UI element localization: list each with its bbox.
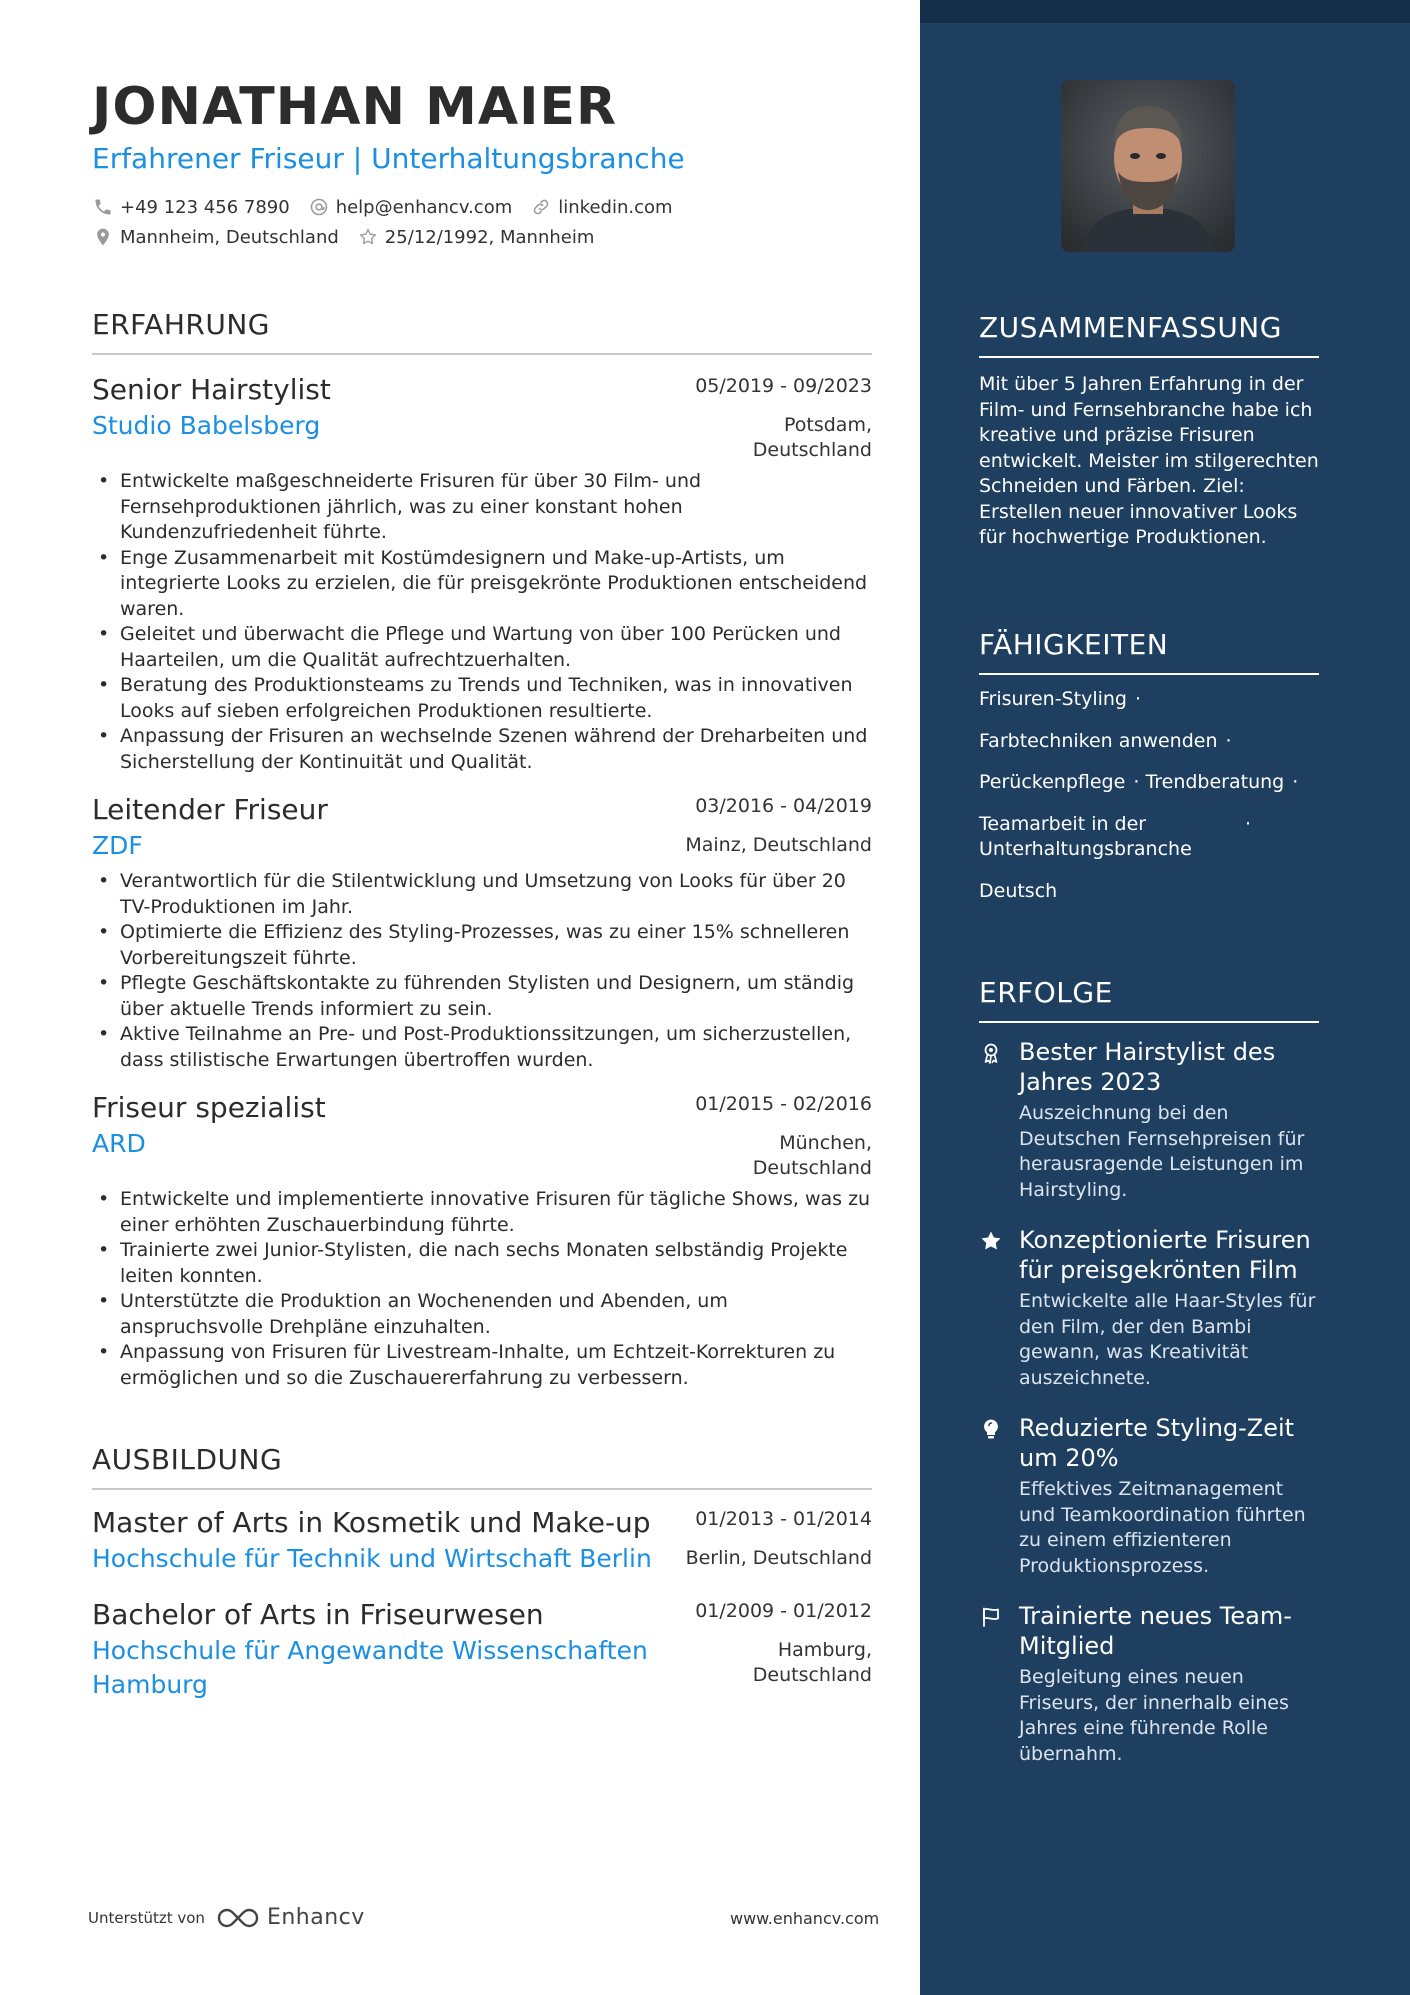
- achievement-desc: Begleitung eines neuen Friseurs, der innerhalb eines Jahres eine führende Rolle übernahm.: [1019, 1666, 1289, 1765]
- linkedin-text[interactable]: linkedin.com: [558, 196, 673, 218]
- list-item: • Unterstützte die Produktion an Wochenenden und Abenden, um anspruchsvolle Drehpläne einzuhalten.: [92, 1289, 872, 1340]
- job-company: ARD: [92, 1129, 146, 1158]
- skills-list: [979, 687, 1319, 904]
- job-entry: [92, 791, 872, 1073]
- achievements-section: [979, 976, 1319, 1789]
- summary-text: Mit über 5 Jahren Erfahrung in der Film- und Fernsehbranche habe ich kreative und präzise Frisuren entwickelt. Meister im stilgerechten Schneiden und Färben. Ziel: Erstellen neuer innovativer Looks für hochwertige Produktionen.: [979, 373, 1319, 548]
- job-location-line: Mainz, Deutschland: [685, 834, 872, 856]
- list-item: • Enge Zusammenarbeit mit Kostümdesignern und Make-up-Artists, um integrierte Looks zu erzielen, die für preisgekrönte Produktionen entscheidend waren.: [92, 546, 872, 623]
- education-location: [686, 1546, 872, 1571]
- job-location-line: Deutschland: [752, 1157, 872, 1179]
- education-section: [92, 1443, 872, 1702]
- job-entry: [92, 1089, 872, 1391]
- skill-separator: ·: [1245, 812, 1252, 835]
- star-outline-icon: [357, 226, 379, 248]
- location-text: Mannheim, Deutschland: [120, 226, 339, 248]
- job-location-line: Deutschland: [752, 439, 872, 461]
- list-item: • Verantwortlich für die Stilentwicklung und Umsetzung von Looks für über 20 TV-Produktionen im Jahr.: [92, 869, 872, 920]
- achievement-title: Konzeptionierte Frisuren für preisgekrönten Film: [1019, 1226, 1311, 1284]
- list-item: • Entwickelte maßgeschneiderte Frisuren für über 30 Film- und Fernsehproduktionen jährlich, was zu einer konstant hohen Kundenzufriedenheit führte.: [92, 469, 872, 546]
- education-date: 01/2013 - 01/2014: [695, 1508, 872, 1530]
- achievement-desc: Entwickelte alle Haar-Styles für den Film, der den Bambi gewann, was Kreativität auszeichnete.: [1019, 1290, 1316, 1389]
- email-text[interactable]: help@enhancv.com: [335, 196, 513, 218]
- achievement-item: [979, 1225, 1319, 1391]
- job-date: 01/2015 - 02/2016: [695, 1093, 872, 1115]
- footer-url[interactable]: www.enhancv.com: [730, 1909, 880, 1928]
- degree: Master of Arts in Kosmetik und Make-up: [92, 1506, 651, 1539]
- birth-contact: [357, 226, 595, 248]
- list-item: • Trainierte zwei Junior-Stylisten, die nach sechs Monaten selbständig Projekte leiten konnten.: [92, 1238, 872, 1289]
- phone-text: +49 123 456 7890: [120, 196, 290, 218]
- skill-item: Perückenpflege: [979, 771, 1126, 793]
- education-location: [753, 1638, 872, 1688]
- list-item: • Anpassung von Frisuren für Livestream-Inhalte, um Echtzeit-Korrekturen zu ermöglichen und so die Zuschauererfahrung zu verbessern.: [92, 1340, 872, 1391]
- job-location-line: Potsdam,: [783, 414, 872, 436]
- job-entry: [92, 371, 872, 775]
- contact-info: [92, 192, 872, 252]
- list-item: • Optimierte die Effizienz des Styling-Prozesses, was zu einer 15% schnelleren Vorbereitungszeit führte.: [92, 920, 872, 971]
- job-bullets: [92, 469, 872, 775]
- at-icon: [308, 196, 330, 218]
- education-date: 01/2009 - 01/2012: [695, 1600, 872, 1622]
- list-item: • Beratung des Produktionsteams zu Trends und Techniken, was in innovativen Looks auf sieben erfolgreichen Produktionen resultierte.: [92, 673, 872, 724]
- list-item: • Anpassung der Frisuren an wechselnde Szenen während der Dreharbeiten und Sicherstellung der Kontinuität und Qualität.: [92, 724, 872, 775]
- school: Hochschule für Technik und Wirtschaft Berlin: [92, 1544, 652, 1573]
- skill-separator: ·: [1292, 771, 1299, 793]
- achievement-item: [979, 1037, 1319, 1203]
- job-date: 05/2019 - 09/2023: [695, 375, 872, 397]
- education-location-line: Berlin, Deutschland: [685, 1547, 872, 1569]
- phone-contact: [92, 196, 290, 218]
- job-role: Leitender Friseur: [92, 793, 328, 826]
- summary-section: [979, 311, 1319, 551]
- skill-separator: ·: [1133, 771, 1140, 793]
- job-role: Senior Hairstylist: [92, 373, 331, 406]
- skill-item: Trendberatung: [1145, 771, 1285, 793]
- skills-section: [979, 628, 1319, 920]
- flag-icon: [979, 1601, 1019, 1767]
- school: Hochschule für Angewandte Wissenschaften Hamburg: [92, 1636, 648, 1699]
- achievement-desc: Auszeichnung bei den Deutschen Fernsehpreisen für herausragende Leistungen im Hairstyling.: [1019, 1102, 1305, 1201]
- enhancv-logo[interactable]: [215, 1905, 365, 1930]
- job-role: Friseur spezialist: [92, 1091, 326, 1124]
- list-item: • Aktive Teilnahme an Pre- und Post-Produktionssitzungen, um sicherzustellen, dass stilistische Erwartungen übertroffen wurden.: [92, 1022, 872, 1073]
- achievement-title: Bester Hairstylist des Jahres 2023: [1019, 1038, 1276, 1096]
- achievement-desc: Effektives Zeitmanagement und Teamkoordination führten zu einem effizienteren Produktionsprozess.: [1019, 1478, 1306, 1577]
- summary-title: ZUSAMMENFASSUNG: [979, 311, 1319, 358]
- job-location: [753, 1131, 872, 1181]
- enhancv-logo-icon: [215, 1906, 261, 1930]
- job-bullets: [92, 869, 872, 1073]
- sidebar-top-bar: [920, 0, 1410, 23]
- skill-row: [979, 879, 1319, 905]
- location-contact: [92, 226, 339, 248]
- experience-section: [92, 308, 872, 1391]
- sidebar: [920, 0, 1410, 1995]
- list-item: • Pflegte Geschäftskontakte zu führenden Stylisten und Designern, um ständig über aktuelle Trends informiert zu sein.: [92, 971, 872, 1022]
- experience-title: ERFAHRUNG: [92, 308, 872, 355]
- phone-icon: [92, 196, 114, 218]
- candidate-name: JONATHAN MAIER: [92, 77, 618, 137]
- achievements-list: [979, 1037, 1319, 1767]
- footer-powered-by: [88, 1905, 365, 1930]
- skill-separator: ·: [1225, 729, 1232, 752]
- achievement-title: Reduzierte Styling-Zeit um 20%: [1019, 1414, 1295, 1472]
- job-location: [685, 833, 872, 858]
- skill-row: [979, 729, 1319, 755]
- candidate-title: Erfahrener Friseur | Unterhaltungsbranche: [92, 142, 685, 175]
- education-location-line: Hamburg,: [777, 1639, 872, 1661]
- education-title: AUSBILDUNG: [92, 1443, 872, 1490]
- job-company: Studio Babelsberg: [92, 411, 321, 440]
- linkedin-contact[interactable]: [530, 196, 672, 218]
- job-location-line: München,: [779, 1132, 872, 1154]
- job-company: ZDF: [92, 831, 143, 860]
- education-entry: [92, 1504, 872, 1576]
- skill-item: Frisuren-Styling: [979, 688, 1127, 710]
- star-icon: [979, 1225, 1019, 1391]
- degree: Bachelor of Arts in Friseurwesen: [92, 1598, 544, 1631]
- skill-row: [979, 812, 1252, 863]
- birth-text: 25/12/1992, Mannheim: [384, 226, 595, 248]
- location-pin-icon: [92, 226, 114, 248]
- skill-item: Deutsch: [979, 879, 1058, 902]
- lightbulb-icon: [979, 1413, 1019, 1579]
- achievement-item: [979, 1413, 1319, 1579]
- job-bullets: [92, 1187, 872, 1391]
- achievements-title: ERFOLGE: [979, 976, 1319, 1023]
- avatar: [1061, 80, 1235, 252]
- achievement-item: [979, 1601, 1319, 1767]
- education-location-line: Deutschland: [752, 1664, 872, 1686]
- skill-item: Teamarbeit in der Unterhaltungsbranche: [979, 812, 1192, 860]
- powered-by-text: Unterstützt von: [88, 1908, 205, 1927]
- award-icon: [979, 1037, 1019, 1203]
- skill-item: Farbtechniken anwenden: [979, 729, 1218, 752]
- job-location: [753, 413, 872, 463]
- list-item: • Geleitet und überwacht die Pflege und Wartung von über 100 Perücken und Haarteilen, um die Qualität aufrechtzuerhalten.: [92, 622, 872, 673]
- list-item: • Entwickelte und implementierte innovative Frisuren für tägliche Shows, was zu einer erhöhten Zuschauerbindung führte.: [92, 1187, 872, 1238]
- email-contact[interactable]: [308, 196, 513, 218]
- main-column: [92, 74, 872, 1702]
- skill-row: [979, 770, 1319, 796]
- skill-separator: ·: [1135, 688, 1142, 710]
- skill-row: [979, 687, 1319, 713]
- job-date: 03/2016 - 04/2019: [695, 795, 872, 817]
- brand-name: Enhancv: [266, 1905, 365, 1930]
- achievement-title: Trainierte neues Team-Mitglied: [1019, 1602, 1292, 1660]
- link-icon: [530, 196, 552, 218]
- education-entry: [92, 1596, 872, 1702]
- skills-title: FÄHIGKEITEN: [979, 628, 1319, 675]
